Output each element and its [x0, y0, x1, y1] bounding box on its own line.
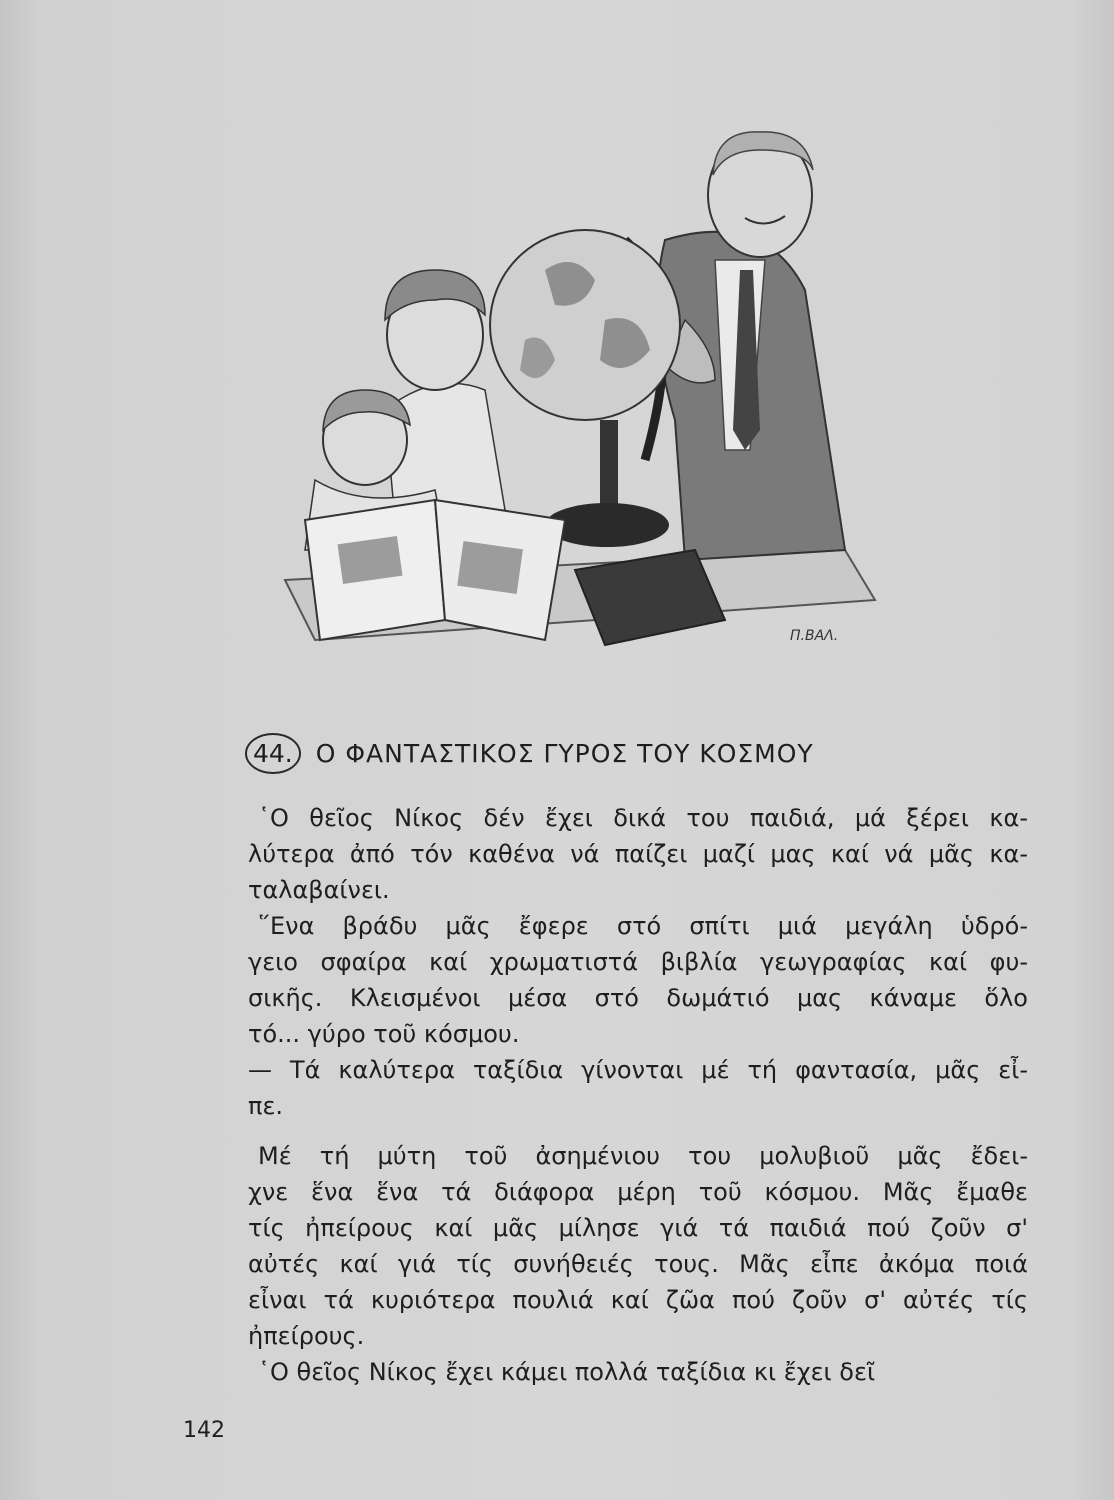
text-line: ῾Ο θεῖος Νίκος ἔχει κάμει πολλά ταξίδια κι ἔχει δεῖ	[258, 1358, 876, 1386]
text-line: εἶναι τά κυριότερα πουλιά καί ζῶα πού ζοῦν σ' αὐτές τίς	[248, 1286, 1028, 1314]
text-line: ῞Ενα βράδυ μᾶς ἔφερε στό σπίτι μιά μεγάλη ὑδρό-	[258, 912, 1028, 940]
text-line: γειο σφαίρα καί χρωματιστά βιβλία γεωγραφίας καί φυ-	[248, 948, 1028, 976]
text-line: ταλαβαίνει.	[248, 876, 390, 904]
text-line: ῾Ο θεῖος Νίκος δέν ἔχει δικά του παιδιά, μά ξέρει κα-	[258, 804, 1028, 832]
text-line: πε.	[248, 1092, 284, 1120]
text-line: σικῆς. Κλεισμένοι μέσα στό δωμάτιό μας κάναμε ὅλο	[248, 984, 1028, 1012]
text-line: τό... γύρο τοῦ κόσμου.	[248, 1020, 520, 1048]
paragraph	[248, 1138, 1028, 1354]
chapter-title: Ο ΦΑΝΤΑΣΤΙΚΟΣ ΓΥΡΟΣ ΤΟΥ ΚΟΣΜΟΥ	[315, 739, 814, 768]
illustrator-signature: Π.ΒΑΛ.	[790, 628, 839, 644]
chapter-number: 44.	[245, 733, 301, 774]
text-line: τίς ἠπείρους καί μᾶς μίλησε γιά τά παιδιά πού ζοῦν σ'	[248, 1214, 1028, 1242]
page-number: 142	[183, 1418, 225, 1443]
text-line: Μέ τή μύτη τοῦ ἀσημένιου του μολυβιοῦ μᾶς ἔδει-	[258, 1142, 1028, 1170]
text-line: ἠπείρους.	[248, 1322, 365, 1350]
illustration-globe-lesson	[245, 120, 885, 680]
text-line: αὐτές καί γιά τίς συνήθειές τους. Μᾶς εἶπε ἀκόμα ποιά	[248, 1250, 1028, 1278]
chapter-heading	[245, 733, 1025, 774]
chapter-body	[248, 800, 1028, 1390]
text-line: — Τά καλύτερα ταξίδια γίνονται μέ τή φαντασία, μᾶς εἶ-	[248, 1056, 1028, 1084]
paragraph	[248, 1354, 1028, 1390]
paragraph	[248, 908, 1028, 1052]
text-line: λύτερα ἀπό τόν καθένα νά παίζει μαζί μας καί νά μᾶς κα-	[248, 840, 1028, 868]
paragraph	[248, 1052, 1028, 1124]
paragraph	[248, 800, 1028, 908]
text-line: χνε ἕνα ἕνα τά διάφορα μέρη τοῦ κόσμου. Μᾶς ἔμαθε	[248, 1178, 1028, 1206]
